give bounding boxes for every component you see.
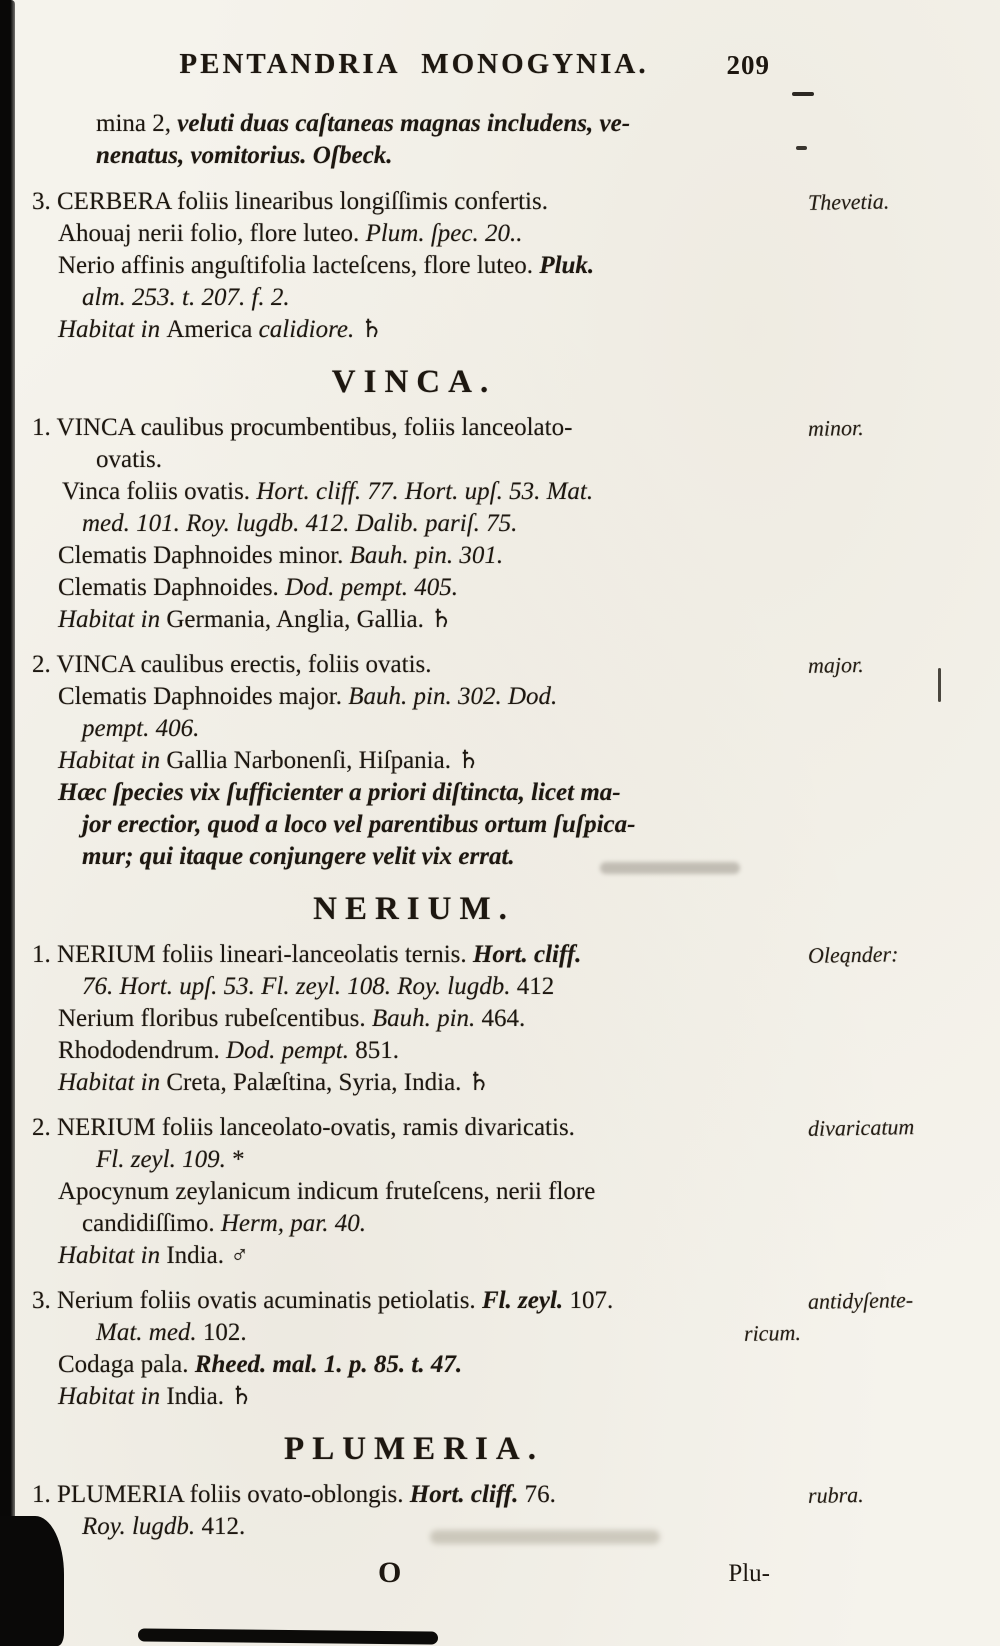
text-segment: Nerium floribus rubeſcentibus. — [58, 1005, 372, 1032]
text-line — [58, 1035, 770, 1067]
text-line — [32, 1112, 915, 1144]
text-segment: mina 2, — [96, 110, 178, 137]
text-segment: Clematis Daphnoides minor. — [58, 542, 350, 569]
text-segment: jor erectior, quod a loco vel parentibus ortum ſuſpica- — [82, 811, 636, 838]
text-segment: Fl. zeyl. 109. — [96, 1146, 233, 1173]
text-line — [58, 572, 770, 604]
text-segment: Codaga pala. — [58, 1351, 195, 1378]
text-line — [82, 508, 770, 540]
text-line — [96, 108, 770, 140]
text-line — [62, 476, 770, 508]
text-line — [96, 140, 770, 172]
text-segment: Habitat in — [58, 316, 167, 343]
text-line — [82, 809, 770, 841]
text-line — [58, 218, 770, 250]
text-segment: 412. — [201, 1513, 246, 1540]
text-line — [58, 540, 770, 572]
text-segment: Herm, par. 40. — [220, 1210, 367, 1237]
margin-note: Oleąnder: — [807, 941, 899, 968]
text-column — [32, 48, 915, 1596]
text-segment: Mat. med. — [96, 1319, 203, 1346]
text-segment: Dod. pempt. — [226, 1037, 356, 1064]
text-segment: Clematis Daphnoides major. — [58, 683, 349, 710]
text-line — [58, 250, 770, 282]
text-segment: India. ♂ — [166, 1242, 249, 1269]
text-segment: med. 101. Roy. lugdb. 412. Dalib. pariſ. 75. — [82, 510, 518, 537]
scan-smear-artifact — [138, 1628, 438, 1644]
text-line — [82, 1208, 770, 1240]
scan-edge-artifact — [0, 0, 15, 1646]
text-line — [58, 1240, 770, 1272]
text-column-blocks — [32, 108, 915, 1543]
text-segment: 1. NERIUM foliis lineari-lanceolatis ternis. — [32, 941, 473, 968]
text-segment: Pluk. — [539, 252, 595, 279]
text-line — [32, 649, 864, 681]
text-segment: Dod. pempt. 405. — [285, 574, 458, 601]
text-line — [58, 777, 770, 809]
text-segment: Hort. cliff. — [409, 1481, 525, 1508]
text-line — [58, 888, 770, 930]
text-segment: Gallia Narbonenſi, Hiſpania. ♄ — [166, 747, 480, 774]
text-segment: Apocynum zeylanicum indicum fruteſcens, nerii flore — [58, 1178, 596, 1205]
entry-nerium-3 — [32, 1285, 914, 1413]
margin-note: antidyſente- — [807, 1287, 914, 1314]
section-heading-nerium — [58, 888, 770, 930]
page-header — [58, 48, 770, 94]
margin-note: Thevetia. — [807, 188, 890, 215]
text-line — [82, 971, 770, 1003]
text-line — [58, 1176, 770, 1208]
text-segment: Habitat in — [58, 1383, 167, 1410]
text-segment: ovatis. — [96, 446, 162, 473]
text-line — [58, 745, 770, 777]
margin-note: ricum. — [743, 1319, 802, 1346]
text-segment: 76. Hort. upſ. 53. Fl. zeyl. 108. Roy. lugdb. — [82, 973, 517, 1000]
text-segment: Habitat in — [58, 606, 167, 633]
text-line — [58, 1067, 770, 1099]
entry-vinca-1 — [32, 412, 864, 636]
margin-note: major. — [807, 651, 864, 678]
text-line — [58, 1381, 770, 1413]
text-segment: nenatus, vomitorius. Oſbeck. — [96, 142, 393, 169]
text-segment: 851. — [355, 1037, 399, 1064]
text-segment: 1. VINCA caulibus procumbentibus, foliis lanceolato- — [32, 414, 573, 441]
page-number: 209 — [726, 50, 770, 80]
text-segment: PLUMERIA. — [284, 1431, 544, 1467]
text-segment: Hort. cliff. 77. Hort. upſ. 53. Mat. — [256, 478, 594, 505]
species-continuation-paragraph — [58, 108, 770, 172]
text-segment: pempt. 406. — [82, 715, 200, 742]
text-line — [58, 314, 770, 346]
text-segment: 464. — [481, 1005, 526, 1032]
page-footer — [58, 1556, 770, 1596]
text-segment: Clematis Daphnoides. — [58, 574, 286, 601]
running-title: PENTANDRIA MONOGYNIA. — [179, 48, 649, 80]
catchword: Plu- — [728, 1560, 770, 1587]
entry-nerium-1 — [32, 939, 899, 1099]
text-line — [58, 1349, 770, 1381]
text-line — [82, 841, 770, 873]
text-line — [82, 282, 770, 314]
text-segment: 76. — [524, 1481, 556, 1508]
text-segment: mur; qui itaque conjungere velit vix errat. — [82, 843, 515, 870]
text-segment: ♄ — [360, 316, 383, 343]
margin-note: minor. — [807, 414, 864, 441]
text-segment: veluti duas caſtaneas magnas includens, ve- — [177, 110, 631, 137]
signature-mark: O — [378, 1556, 402, 1589]
text-segment: * — [232, 1146, 245, 1173]
text-line — [58, 1428, 770, 1470]
text-segment: 2. NERIUM foliis lanceolato-ovatis, ramis divaricatis. — [32, 1114, 575, 1141]
text-line — [32, 939, 899, 971]
text-segment: alm. 253. t. 207. f. 2. — [82, 284, 290, 311]
text-segment: 102. — [202, 1319, 247, 1346]
section-heading-plumeria — [58, 1428, 770, 1470]
text-segment: Bauh. pin. 302. Dod. — [348, 683, 558, 710]
text-segment: candidiſſimo. — [82, 1210, 221, 1237]
text-line — [32, 1285, 914, 1317]
text-segment: Habitat in — [58, 1069, 167, 1096]
text-segment: VINCA. — [331, 364, 497, 400]
text-line — [58, 361, 770, 403]
text-segment: Plum. ſpec. 20.. — [365, 220, 523, 247]
text-line — [32, 186, 890, 218]
entry-nerium-2 — [32, 1112, 915, 1272]
text-segment: Creta, Palæſtina, Syria, India. ♄ — [166, 1069, 491, 1096]
entry-cerbera-3 — [32, 186, 890, 346]
text-segment: 107. — [569, 1287, 614, 1314]
text-segment: 1. PLUMERIA foliis ovato-oblongis. — [32, 1481, 410, 1508]
text-line — [96, 1317, 802, 1349]
text-segment: 3. CERBERA foliis linearibus longiſſimis confertis. — [32, 188, 548, 215]
section-heading-vinca — [58, 361, 770, 403]
margin-note: divaricatum — [807, 1114, 915, 1141]
text-segment: Habitat in — [58, 747, 167, 774]
text-segment: Habitat in — [58, 1242, 167, 1269]
text-segment: 2. VINCA caulibus erectis, foliis ovatis. — [32, 651, 432, 678]
text-segment: Ahouaj nerii folio, flore luteo. — [58, 220, 366, 247]
text-segment: calidiore. — [258, 316, 361, 343]
entry-plumeria-1 — [32, 1479, 864, 1543]
text-line — [32, 1479, 864, 1511]
text-line — [58, 681, 770, 713]
text-line — [82, 1511, 770, 1543]
text-segment: Bauh. pin. 301. — [349, 542, 504, 569]
scan-blob-artifact — [0, 1516, 64, 1646]
text-segment: Vinca foliis ovatis. — [62, 478, 257, 505]
text-segment: 3. Nerium foliis ovatis acuminatis petiolatis. — [32, 1287, 482, 1314]
text-segment: America — [166, 316, 259, 343]
text-segment: Rheed. mal. 1. p. 85. t. 47. — [194, 1351, 463, 1378]
text-line — [96, 444, 770, 476]
text-segment: Rhododendrum. — [58, 1037, 227, 1064]
text-line — [82, 713, 770, 745]
text-line — [96, 1144, 770, 1176]
scan-dash-artifact — [792, 92, 814, 96]
text-line — [58, 1003, 770, 1035]
text-segment: Nerio affinis anguſtifolia lacteſcens, flore luteo. — [58, 252, 540, 279]
text-segment: India. ♄ — [166, 1383, 253, 1410]
text-line — [58, 604, 770, 636]
scan-dash-artifact — [796, 146, 807, 150]
text-segment: Hort. cliff. — [472, 941, 582, 968]
text-segment: Roy. lugdb. — [82, 1513, 202, 1540]
margin-note: rubra. — [807, 1481, 864, 1508]
text-segment: 412 — [516, 973, 555, 1000]
text-segment: Hæc ſpecies vix ſufficienter a priori diſtincta, licet ma- — [58, 779, 621, 806]
text-segment: Germania, Anglia, Gallia. ♄ — [166, 606, 453, 633]
text-segment: Fl. zeyl. — [481, 1287, 570, 1314]
text-segment: NERIUM. — [313, 891, 515, 927]
text-segment: Bauh. pin. — [371, 1005, 482, 1032]
text-line — [32, 412, 864, 444]
entry-vinca-2 — [32, 649, 864, 873]
